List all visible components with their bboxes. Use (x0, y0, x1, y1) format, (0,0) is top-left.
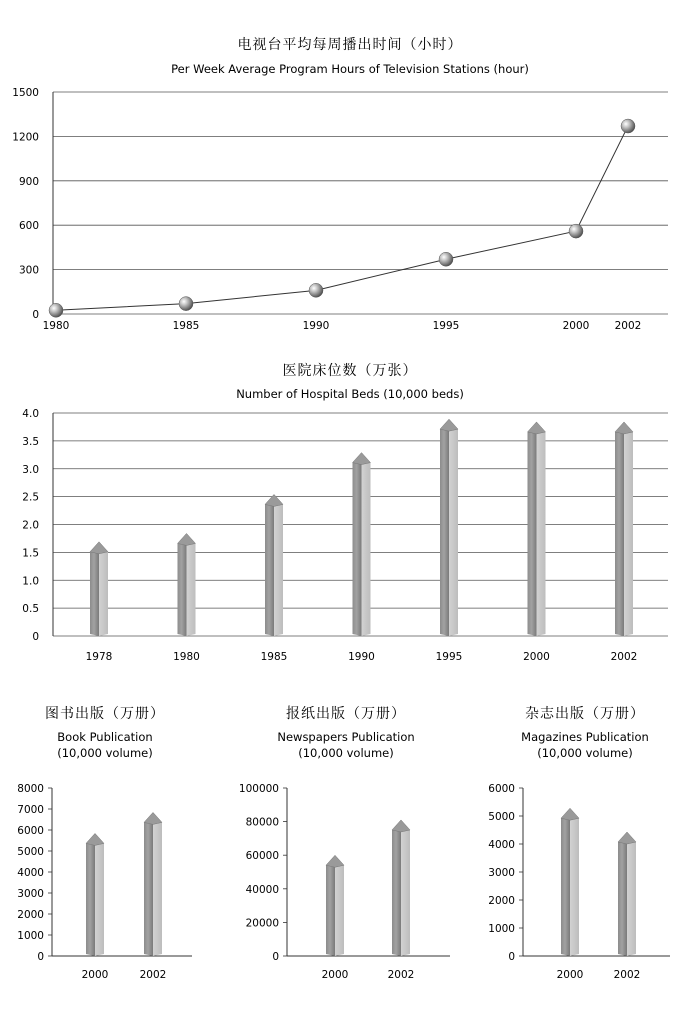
x-tick-label: 2002 (610, 651, 638, 663)
data-point (569, 224, 583, 238)
newspaper-publication-bar-chart (235, 776, 470, 996)
magazine-title-zh: 杂志出版（万册） (525, 706, 645, 722)
bar-side-face (274, 504, 283, 636)
y-tick-label: 0 (37, 951, 44, 963)
bar-top-cap (528, 422, 546, 434)
bar (144, 812, 162, 956)
bar (178, 533, 196, 636)
y-tick-label: 3.0 (22, 463, 39, 476)
bar-front-face (392, 830, 401, 956)
bar-front-face (440, 429, 449, 636)
y-tick-label: 80000 (245, 816, 279, 829)
x-tick-label: 1985 (260, 651, 288, 663)
bar-top-cap (392, 820, 410, 832)
y-tick-label: 8000 (17, 783, 44, 795)
y-tick-label: 0 (272, 951, 279, 963)
x-tick-label: 2000 (556, 969, 584, 981)
bar-front-face (90, 552, 99, 636)
tv-hours-title-zh: 电视台平均每周播出时间（小时） (237, 37, 463, 53)
bar-top-cap (561, 808, 579, 820)
series-line (56, 126, 628, 310)
y-tick-label: 1000 (488, 923, 515, 935)
bar (615, 422, 633, 636)
y-tick-label: 3000 (17, 888, 44, 900)
y-tick-label: 40000 (245, 883, 279, 896)
bar-side-face (401, 830, 410, 956)
y-tick-label: 5000 (488, 811, 515, 823)
y-tick-label: 3000 (488, 867, 515, 879)
bar-side-face (99, 552, 108, 636)
bar (326, 855, 344, 956)
bar-top-cap (86, 833, 104, 845)
bar-side-face (627, 842, 636, 956)
bar-front-face (178, 543, 187, 636)
bar-top-cap (440, 419, 458, 431)
y-tick-label: 1.5 (22, 547, 39, 560)
bar (86, 833, 104, 956)
bar (392, 820, 410, 956)
tv-hours-line-chart (0, 82, 700, 344)
bar-front-face (618, 842, 627, 956)
x-tick-label: 1980 (42, 320, 70, 332)
bar-top-cap (618, 832, 636, 844)
newspaper-title-zh: 报纸出版（万册） (286, 706, 406, 722)
x-tick-label: 1980 (173, 651, 200, 663)
x-tick-label: 1990 (302, 320, 330, 332)
bar-side-face (624, 432, 633, 636)
bar-top-cap (178, 533, 196, 545)
bar (440, 419, 458, 636)
x-tick-label: 2000 (321, 969, 349, 981)
y-tick-label: 0 (32, 631, 39, 643)
y-tick-label: 4000 (488, 839, 515, 851)
bar-front-face (615, 432, 624, 636)
bar-side-face (187, 543, 196, 636)
data-point (621, 119, 635, 133)
bar-side-face (95, 843, 104, 956)
bar-side-face (362, 463, 371, 636)
y-tick-label: 6000 (488, 783, 515, 795)
y-tick-label: 1000 (17, 930, 44, 942)
y-tick-label: 60000 (245, 850, 279, 863)
y-tick-label: 0.5 (22, 603, 39, 616)
hospital-beds-title-zh: 医院床位数（万张） (282, 363, 418, 379)
y-tick-label: 300 (18, 264, 39, 277)
x-tick-label: 2000 (562, 320, 590, 332)
bar (528, 422, 546, 636)
y-tick-label: 900 (18, 175, 39, 188)
bar-side-face (449, 429, 458, 636)
data-point (309, 283, 323, 297)
data-point (439, 252, 453, 266)
y-tick-label: 1.0 (22, 575, 39, 588)
bar (90, 542, 108, 636)
bar (353, 453, 371, 636)
bar-top-cap (326, 855, 344, 867)
newspaper-title-en-line1: Newspapers Publication (277, 730, 415, 744)
bar-top-cap (615, 422, 633, 434)
magazine-title-en-line1: Magazines Publication (521, 730, 649, 744)
hospital-beds-bar-chart (0, 402, 700, 674)
y-tick-label: 2000 (17, 909, 44, 921)
bar (561, 808, 579, 956)
y-tick-label: 4.0 (22, 408, 39, 420)
bar-top-cap (265, 494, 283, 506)
bar (265, 494, 283, 636)
y-tick-label: 4000 (17, 867, 44, 879)
y-tick-label: 3.5 (22, 435, 39, 448)
book-title-en-line1: Book Publication (57, 730, 153, 744)
data-point (179, 297, 193, 311)
x-tick-label: 1990 (348, 651, 375, 663)
bar-front-face (326, 865, 335, 956)
magazine-publication-bar-chart (470, 776, 700, 996)
y-tick-label: 20000 (245, 917, 279, 930)
y-tick-label: 2.0 (22, 519, 39, 532)
x-tick-label: 1985 (172, 320, 200, 332)
y-tick-label: 1200 (12, 131, 39, 144)
x-tick-label: 1978 (85, 651, 113, 663)
y-tick-label: 0 (32, 309, 39, 321)
x-tick-label: 2002 (613, 969, 641, 981)
bar-top-cap (144, 812, 162, 824)
y-tick-label: 6000 (17, 825, 44, 837)
book-title-zh: 图书出版（万册） (45, 706, 165, 722)
y-tick-label: 2.5 (22, 491, 39, 504)
y-tick-label: 7000 (17, 804, 44, 816)
bar (618, 832, 636, 956)
bar-front-face (561, 818, 570, 956)
bar-side-face (570, 818, 579, 956)
bar-front-face (86, 843, 95, 956)
book-publication-bar-chart (0, 776, 235, 996)
bar-top-cap (353, 453, 371, 465)
newspaper-title-en-line2: (10,000 volume) (298, 746, 394, 760)
tv-hours-title-en: Per Week Average Program Hours of Television Stations (hour) (171, 62, 529, 76)
data-point (49, 303, 63, 317)
y-tick-label: 0 (508, 951, 515, 963)
y-tick-label: 1500 (12, 87, 39, 99)
bar-front-face (265, 504, 274, 636)
x-tick-label: 2000 (81, 969, 109, 981)
x-tick-label: 2002 (139, 969, 167, 981)
hospital-beds-title-en: Number of Hospital Beds (10,000 beds) (236, 387, 464, 401)
bar-front-face (528, 432, 537, 636)
x-tick-label: 1995 (435, 651, 463, 663)
bar-front-face (144, 822, 153, 956)
magazine-title-en-line2: (10,000 volume) (537, 746, 633, 760)
y-tick-label: 5000 (17, 846, 44, 858)
x-tick-label: 1995 (432, 320, 460, 332)
x-tick-label: 2000 (523, 651, 550, 663)
bar-side-face (537, 432, 546, 636)
bar-side-face (335, 865, 344, 956)
book-title-en-line2: (10,000 volume) (57, 746, 153, 760)
bar-side-face (153, 822, 162, 956)
x-tick-label: 2002 (614, 320, 642, 332)
y-tick-label: 600 (18, 220, 39, 233)
y-tick-label: 100000 (238, 783, 279, 795)
bar-top-cap (90, 542, 108, 554)
x-tick-label: 2002 (387, 969, 415, 981)
bar-front-face (353, 463, 362, 636)
y-tick-label: 2000 (488, 895, 515, 907)
